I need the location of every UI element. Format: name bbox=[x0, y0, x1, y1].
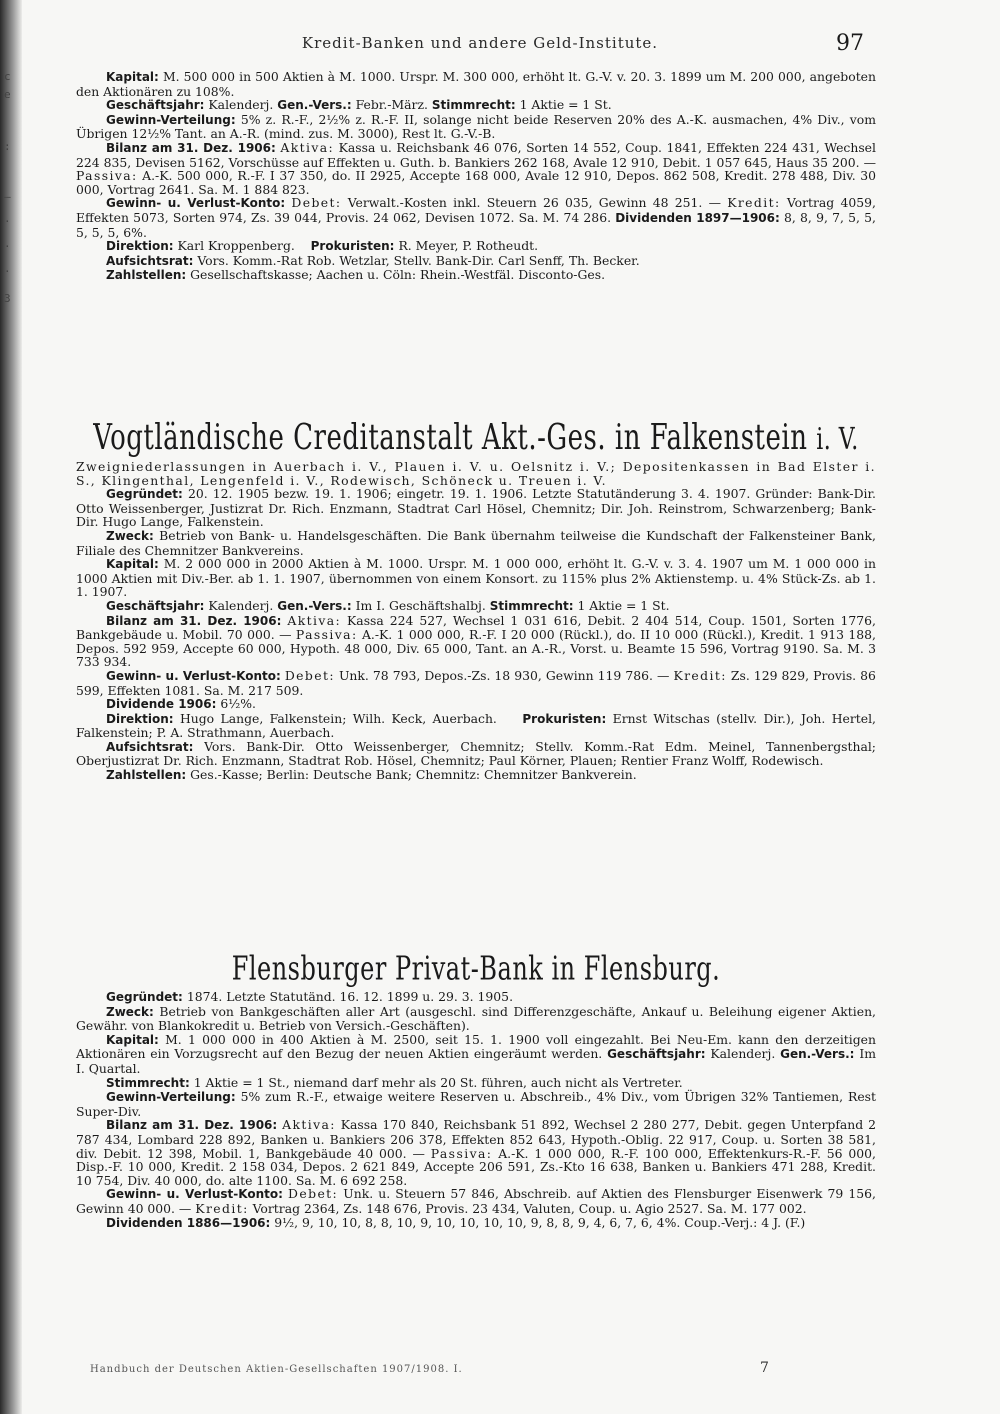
text: A.-K. 1 000 000, R.-F. I 20 000 (Rückl.), do. II 10 000 (Rückl.), Kredit. 1 913 188, Depos. 592 959, Accepte 60 000, Hypoth. 48 000, Div. 65 000, Tant. an A.-R., Vorst. u. Beamte 15 596, Vortrag 9190. Sa. M. 3 733 934. bbox=[76, 627, 876, 670]
label: Gewinn- u. Verlust-Konto: bbox=[106, 196, 286, 211]
gutter-mark: – bbox=[4, 190, 11, 203]
label: Kapital: bbox=[106, 557, 159, 572]
text: M. 500 000 in 500 Aktien à M. 1000. Urspr. M. 300 000, erhöht lt. G.-V. v. 20. 3. 1899 um M. 200 000, angeboten den Aktionären zu 108%. bbox=[76, 69, 876, 99]
text: Kassa u. Reichsbank 46 076, Sorten 14 552, Coup. 1841, Effekten 224 431, Wechsel 224 835, Devisen 5162, Vorschüsse auf Effekten u. Guth. b. Bankiers 262 168, Avale 12 910, Debit. 1 057 645, Haus 35 200. — bbox=[76, 139, 876, 170]
text: Betrieb von Bankgeschäften aller Art (ausgeschl. sind Differenzgeschäfte, Ankauf u. Beleihung eigener Aktien, Gewähr. von Blankokredit u. Betrieb von Versich.-Geschäften). bbox=[76, 1003, 876, 1034]
text: Vortrag 4059, Effekten 5073, Sorten 974, Zs. 39 044, Provis. 24 062, Devisen 1072. Sa. M. 74 286. bbox=[76, 195, 876, 225]
company-title-suffix: i. V. bbox=[816, 423, 859, 458]
label: Gewinn-Verteilung: bbox=[106, 112, 236, 127]
running-header: Kredit-Banken und andere Geld-Institute. bbox=[301, 34, 659, 52]
text: 8, 8, 9, 7, 5, 5, 5, 5, 5, 6%. bbox=[76, 209, 876, 240]
bilanz-paragraph bbox=[76, 614, 876, 669]
gutter-mark: · bbox=[4, 265, 11, 278]
text: Kredit: bbox=[673, 667, 727, 683]
text: 6½%. bbox=[220, 696, 256, 712]
kapital-paragraph bbox=[76, 1033, 876, 1076]
label: Dividenden 1897—1906: bbox=[615, 210, 780, 225]
label: Dividende 1906: bbox=[106, 697, 217, 712]
text: Debet: bbox=[284, 667, 335, 683]
text: M. 2 000 000 in 2000 Aktien à M. 1000. Urspr. M. 1 000 000, erhöht lt. G.-V. v. 3. 4. 1907 um M. 1 000 000 in 1000 Aktien mit Div.-Ber. ab 1. 1. 1907, übernommen von einem Konsort. zu 115% plus 2% Aktienstemp. u. 4% Stück-Zs. ab 1. 1. 1907. bbox=[76, 556, 876, 600]
page-gutter bbox=[0, 0, 22, 1414]
text: Zs. 129 829, Provis. 86 599, Effekten 1081. Sa. M. 217 509. bbox=[76, 667, 876, 698]
text: Passiva: bbox=[76, 168, 138, 184]
text: Kalenderj. bbox=[208, 597, 274, 613]
dividende-paragraph bbox=[76, 697, 876, 712]
branches-paragraph: Zweigniederlassungen in Auerbach i. V., Plauen i. V. u. Oelsnitz i. V.; Depositenkassen in Bad Elster i. S., Klingenthal, Lengenfeld i. V., Rodewisch, Schöneck u. Treuen i. V. bbox=[76, 459, 876, 488]
label: Gegründet: bbox=[106, 990, 183, 1004]
text: Verwalt.-Kosten inkl. Steuern 26 035, Gewinn 48 251. — bbox=[347, 195, 721, 211]
guv-paragraph bbox=[76, 669, 876, 697]
label: Aufsichtsrat: bbox=[106, 253, 194, 268]
gutter-mark: e bbox=[4, 88, 11, 101]
kapital-paragraph bbox=[76, 557, 876, 599]
label: Gewinn-Verteilung: bbox=[106, 1090, 236, 1105]
text: A.-K. 1 000 000, R.-F. 100 000, Effektenkurs-R.-F. 56 000, Disp.-F. 10 000, Kredit. 2 158 034, Depos. 2 621 849, Accepte 206 591, Zs.-Kto 16 638, Banken u. Bankiers 471 288, Kredit. 10 754, Div. 40 000, do. alte 1100. Sa. M. 6 692 258. bbox=[76, 1145, 876, 1188]
label: Gen.-Vers.: bbox=[277, 598, 352, 613]
label: Zahlstellen: bbox=[106, 768, 187, 783]
text: Kredit: bbox=[195, 1200, 249, 1216]
label: Gen.-Vers.: bbox=[780, 1047, 855, 1062]
label: Prokuristen: bbox=[310, 239, 395, 254]
text: Gesellschaftskasse; Aachen u. Cöln: Rhein.-Westfäl. Disconto-Ges. bbox=[190, 267, 606, 283]
stimmrecht-paragraph bbox=[76, 1076, 876, 1091]
geschaeftsjahr-paragraph bbox=[76, 599, 876, 614]
gewinn-verteilung-paragraph bbox=[76, 1090, 876, 1118]
geschaeftsjahr-paragraph bbox=[76, 98, 876, 113]
label: Aufsichtsrat: bbox=[106, 739, 194, 754]
text: Kredit: bbox=[727, 195, 781, 211]
signature-mark: 7 bbox=[760, 1360, 769, 1376]
direktion-paragraph bbox=[76, 239, 876, 254]
gutter-mark: : bbox=[4, 140, 11, 153]
label: Gewinn- u. Verlust-Konto: bbox=[106, 668, 281, 683]
text: Kassa 170 840, Reichsbank 51 892, Wechsel 2 280 277, Debit. gegen Unterpfand 2 787 434, Lombard 228 892, Banken u. Bankiers 206 378, Effekten 852 643, Hypoth.-Oblig. 22 917, Coup. u. Sorten 38 581, div. Debit. 12 398, Mobil. 1, Bankgebäude 40 000. — bbox=[76, 1117, 876, 1161]
label: Bilanz am 31. Dez. 1906: bbox=[106, 140, 276, 155]
label: Zweck: bbox=[106, 528, 154, 543]
text: 1 Aktie = 1 St. bbox=[519, 97, 612, 113]
company-title: Flensburger Privat-Bank in Flensburg. bbox=[231, 950, 721, 988]
bilanz-paragraph bbox=[76, 141, 876, 196]
text: 1 Aktie = 1 St. bbox=[577, 597, 670, 613]
direktion-paragraph bbox=[76, 712, 876, 740]
text: Aktiva: bbox=[287, 612, 342, 628]
text: 20. 12. 1905 bezw. 19. 1. 1906; eingetr. 19. 1. 1906. Letzte Statutänderung 3. 4. 1907. Gründer: Bank-Dir. Otto Weissenberger, Justizrat Dr. Rich. Enzmann, Stadtrat Carl Hösel, Chemnitz; Dir. Joh. Reinstrom, Schwarzenberg; Bank-Dir. Hugo Lange, Falkenstein. bbox=[76, 486, 876, 530]
text: 1874. Letzte Statutänd. 16. 12. 1899 u. 29. 3. 1905. bbox=[186, 989, 514, 1004]
label: Dividenden 1886—1906: bbox=[106, 1215, 271, 1230]
gegruendet-paragraph bbox=[76, 487, 876, 529]
company-title bbox=[76, 418, 876, 475]
label: Bilanz am 31. Dez. 1906: bbox=[106, 1118, 278, 1133]
label: Gegründet: bbox=[106, 487, 183, 502]
text: Unk. 78 793, Depos.-Zs. 18 930, Gewinn 119 786. — bbox=[338, 667, 670, 683]
bilanz-paragraph bbox=[76, 1118, 876, 1187]
gewinn-verteilung-paragraph bbox=[76, 113, 876, 141]
label: Zahlstellen: bbox=[106, 268, 187, 283]
zahlstellen-paragraph bbox=[76, 768, 876, 783]
gutter-mark: · bbox=[4, 215, 11, 228]
text: Kalenderj. bbox=[710, 1046, 776, 1062]
aufsichtsrat-paragraph bbox=[76, 740, 876, 768]
label: Direktion: bbox=[106, 711, 174, 726]
text: Passiva: bbox=[295, 627, 358, 643]
text: Hugo Lange, Falkenstein; Wilh. Keck, Auerbach. bbox=[179, 710, 497, 726]
label: Geschäftsjahr: bbox=[106, 598, 205, 613]
text: Vors. Bank-Dir. Otto Weissenberger, Chemnitz; Stellv. Komm.-Rat Edm. Meinel, Tannenbergsthal; Oberjustizrat Dr. Rich. Enzmann, Stadtrat Rob. Hösel, Chemnitz; Paul Körner, Plauen; Rentier Franz Wolff, Rodewisch. bbox=[76, 738, 876, 769]
text: A.-K. 500 000, R.-F. I 37 350, do. II 2925, Accepte 168 000, Avale 12 910, Depos. 862 508, Kredit. 278 488, Div. 30 000, Vortrag 2641. Sa. M. 1 884 823. bbox=[76, 168, 876, 197]
text: Betrieb von Bank- u. Handelsgeschäften. Die Bank übernahm teilweise die Kundschaft der Falkensteiner Bank, Filiale des Chemnitzer Bankvereins. bbox=[76, 527, 876, 558]
entry-continuation bbox=[76, 70, 876, 283]
text: Debet: bbox=[288, 1186, 339, 1202]
entry-flensburger-privat-bank bbox=[76, 950, 876, 1230]
text: Im I. Quartal. bbox=[76, 1046, 876, 1076]
label: Geschäftsjahr: bbox=[607, 1047, 706, 1062]
company-name: Vogtländische Creditanstalt Akt.-Ges. in Falkenstein bbox=[93, 418, 808, 459]
text: Kassa 224 527, Wechsel 1 031 616, Debit. 2 404 514, Coup. 1501, Sorten 1776, Bankgebäude u. Mobil. 70 000. — bbox=[76, 612, 876, 643]
label: Stimmrecht: bbox=[489, 598, 574, 613]
guv-paragraph bbox=[76, 1187, 876, 1215]
text: Vortrag 2364, Zs. 148 676, Provis. 23 434, Valuten, Coup. u. Agio 2527. Sa. M. 177 002. bbox=[252, 1200, 807, 1216]
guv-paragraph bbox=[76, 196, 876, 239]
kapital-paragraph bbox=[76, 70, 876, 98]
gutter-mark: 3 bbox=[4, 292, 11, 305]
text: Unk. u. Steuern 57 846, Abschreib. auf Aktien des Flensburger Eisenwerk 79 156, Gewinn 40 000. — bbox=[76, 1186, 876, 1216]
text: 5% zum R.-F., etwaige weitere Reserven u. Abschreib., 4% Div., vom Übrigen 32% Tantiemen, Rest Super-Div. bbox=[76, 1089, 876, 1119]
text: Debet: bbox=[291, 195, 342, 211]
text: Aktiva: bbox=[282, 1117, 336, 1133]
text: Aktiva: bbox=[280, 139, 335, 155]
text: Ges.-Kasse; Berlin: Deutsche Bank; Chemnitz: Chemnitzer Bankverein. bbox=[190, 767, 637, 783]
text: Coup.-Verj.: 4 J. (F.) bbox=[684, 1214, 806, 1230]
label: Kapital: bbox=[106, 1032, 159, 1047]
text: Febr.-März. bbox=[355, 97, 428, 113]
label: Gewinn- u. Verlust-Konto: bbox=[106, 1187, 283, 1202]
text: Vors. Komm.-Rat Rob. Wetzlar, Stellv. Bank-Dir. Carl Senff, Th. Becker. bbox=[197, 252, 640, 268]
text: Karl Kroppenberg. bbox=[177, 238, 295, 254]
gutter-mark: c bbox=[4, 70, 11, 83]
label: Prokuristen: bbox=[522, 711, 607, 726]
dividenden-paragraph bbox=[76, 1216, 876, 1231]
text: Ernst Witschas (stellv. Dir.), Joh. Hertel, Falkenstein; P. A. Strathmann, Auerbach. bbox=[76, 710, 876, 741]
text: 1 Aktie = 1 St., niemand darf mehr als 20 St. führen, auch nicht als Vertreter. bbox=[193, 1074, 683, 1090]
text: Passiva: bbox=[430, 1145, 493, 1161]
text: M. 1 000 000 in 400 Aktien à M. 2500, seit 15. 1. 1900 voll eingezahlt. Bei Neu-Em. kann den derzeitigen Aktionären ein Vorzugsrecht auf den Bezug der neuen Aktien eingeräumt werden. bbox=[76, 1031, 876, 1062]
text: Im I. Geschäftshalbj. bbox=[355, 597, 486, 613]
aufsichtsrat-paragraph bbox=[76, 254, 876, 269]
label: Bilanz am 31. Dez. 1906: bbox=[106, 613, 282, 628]
text: Kalenderj. bbox=[208, 97, 274, 113]
zweck-paragraph bbox=[76, 529, 876, 557]
label: Direktion: bbox=[106, 239, 174, 254]
label: Kapital: bbox=[106, 70, 159, 84]
label: Stimmrecht: bbox=[106, 1075, 190, 1090]
label: Stimmrecht: bbox=[431, 98, 516, 113]
label: Gen.-Vers.: bbox=[277, 98, 352, 113]
zahlstellen-paragraph bbox=[76, 268, 876, 283]
text: 5% z. R.-F., 2½% z. R.-F. II, solange nicht beide Reserven 20% des A.-K. ausmachen, 4% Div., vom Übrigen 12½% Tant. an A.-R. (mind. zus. M. 3000), Rest lt. G.-V.-B. bbox=[76, 111, 876, 142]
text: R. Meyer, P. Rotheudt. bbox=[398, 238, 539, 254]
gutter-mark: · bbox=[4, 240, 11, 253]
label: Zweck: bbox=[106, 1004, 154, 1019]
page-number: 97 bbox=[836, 31, 864, 56]
page-footer: Handbuch der Deutschen Aktien-Gesellschaften 1907/1908. I. bbox=[90, 1364, 463, 1375]
entry-vogtlaendische-creditanstalt bbox=[76, 418, 876, 783]
label: Geschäftsjahr: bbox=[106, 98, 205, 113]
text: 9½, 9, 10, 10, 8, 8, 10, 9, 10, 10, 10, 10, 9, 8, 8, 9, 4, 6, 7, 6, 4%. bbox=[274, 1214, 681, 1230]
zweck-paragraph bbox=[76, 1005, 876, 1033]
